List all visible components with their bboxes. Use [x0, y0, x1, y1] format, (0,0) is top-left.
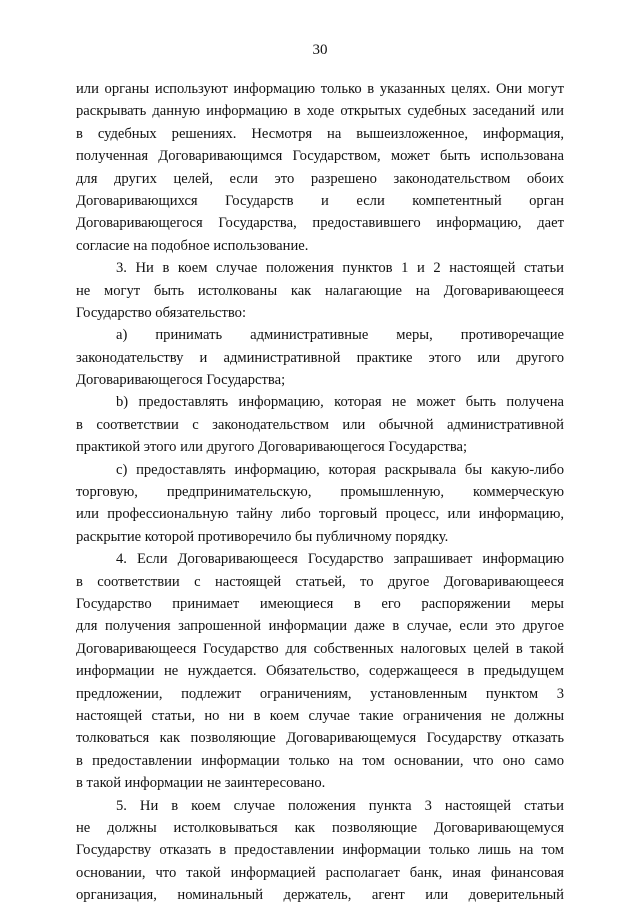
text-line: настоящей статьи, но ни в коем случае такие ограничения не должны: [76, 707, 564, 724]
text-line: в соответствии с настоящей статьей, то другое Договаривающееся: [76, 573, 564, 590]
text-line: раскрывать данную информацию в ходе открытых судебных заседаний или: [76, 103, 564, 120]
text-line: торговую, предпринимательскую, промышленную, коммерческую: [76, 484, 564, 501]
text-line: толковаться как позволяющие Договаривающемуся Государству отказать: [76, 730, 564, 747]
text-line: в такой информации не заинтересовано.: [76, 775, 326, 792]
text-line: c) предоставлять информацию, которая раскрывала бы какую-либо: [116, 461, 564, 478]
text-line: Договаривающегося Государства;: [76, 372, 286, 389]
text-line: основании, что такой информацией располагает банк, иная финансовая: [76, 864, 564, 881]
text-line: Государство принимает имеющиеся в его распоряжении меры: [76, 595, 564, 612]
text-line: Государство обязательство:: [76, 304, 246, 321]
text-line: для получения запрошенной информации даже в случае, если это другое: [76, 618, 564, 635]
text-line: для других целей, если это разрешено законодательством обоих: [76, 170, 564, 187]
page-number: 30: [312, 42, 328, 58]
text-line: Договаривающееся Государство для собственных налоговых целей в такой: [76, 640, 564, 657]
text-line: организация, номинальный держатель, агент или доверительный: [76, 887, 564, 904]
text-line: согласие на подобное использование.: [76, 237, 309, 254]
text-line: законодательству и административной практике этого или другого: [76, 349, 564, 366]
text-line: 3. Ни в коем случае положения пунктов 1 и 2 настоящей статьи: [116, 260, 564, 277]
text-line: или органы используют информацию только в указанных целях. Они могут: [76, 81, 564, 97]
text-line: раскрытие которой противоречило бы публичному порядку.: [76, 528, 449, 545]
text-line: или профессиональную тайну либо торговый процесс, или информацию,: [76, 506, 564, 523]
text-line: не могут быть истолкованы как налагающие на Договаривающееся: [76, 282, 564, 299]
text-line: не должны истолковываться как позволяющие Договаривающемуся: [76, 819, 564, 836]
text-line: в предоставлении информации только на том основании, что оно само: [76, 752, 564, 769]
text-line: b) предоставлять информацию, которая не может быть получена: [116, 394, 564, 411]
text-line: a) принимать административные меры, противоречащие: [116, 327, 564, 344]
text-line: 5. Ни в коем случае положения пункта 3 настоящей статьи: [116, 797, 564, 814]
text-line: предложении, подлежит ограничениям, установленным пунктом 3: [76, 685, 564, 702]
text-line: Государству отказать в предоставлении информации только лишь на том: [76, 842, 564, 859]
text-line: Договаривающегося Государства, предоставившего информацию, дает: [76, 215, 564, 232]
article-body-text: [76, 78, 564, 906]
text-line: в соответствии с законодательством или обычной административной: [76, 416, 564, 433]
text-line: практикой этого или другого Договаривающегося Государства;: [76, 439, 468, 456]
text-line: Договаривающихся Государств и если компетентный орган: [76, 192, 564, 209]
text-line: полученная Договаривающимся Государством, может быть использована: [76, 148, 564, 165]
text-line: 4. Если Договаривающееся Государство запрашивает информацию: [116, 551, 564, 568]
text-line: в судебных решениях. Несмотря на вышеизложенное, информация,: [76, 125, 564, 142]
text-line: информации не нуждается. Обязательство, содержащееся в предыдущем: [76, 663, 564, 680]
